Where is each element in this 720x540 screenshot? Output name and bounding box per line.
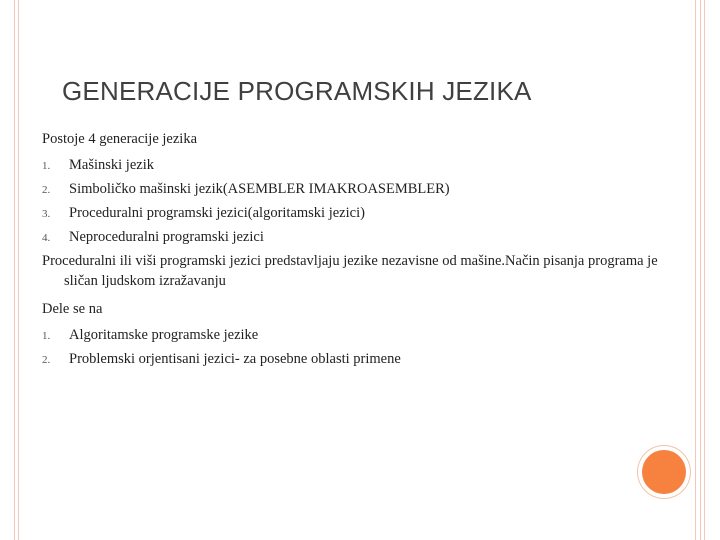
list-text: Simboličko mašinski jezik(ASEMBLER IMAKROASEMBLER)	[69, 181, 450, 197]
list-text: Algoritamske programske jezike	[69, 327, 259, 343]
divided-intro-text: Dele se na	[42, 301, 103, 317]
list-item-generation-3	[42, 203, 662, 223]
slide-content	[42, 129, 662, 373]
slide-title: GENERACIJE PROGRAMSKIH JEZIKA	[62, 76, 532, 106]
left-decorative-line	[14, 0, 15, 540]
list-number: 4.	[42, 232, 51, 244]
procedural-paragraph: Proceduralni ili viši programski jezici predstavljaju jezike nezavisne od mašine.Način pisanja programa je sličan ljudskom izražavanju	[42, 253, 658, 289]
list-number: 1.	[42, 330, 51, 342]
list-text: Neproceduralni programski jezici	[69, 229, 264, 245]
list-item-generation-4	[42, 227, 662, 247]
list-item-generation-2	[42, 179, 662, 199]
list-number: 2.	[42, 354, 51, 366]
orange-circle-decoration	[642, 450, 686, 494]
list-text: Proceduralni programski jezici(algoritamski jezici)	[69, 205, 365, 221]
intro-text: Postoje 4 generacije jezika	[42, 131, 198, 147]
list-text: Mašinski jezik	[69, 157, 154, 173]
list-item-generation-1	[42, 155, 662, 175]
list-number: 1.	[42, 160, 51, 172]
list-number: 3.	[42, 208, 51, 220]
list-item-division-1	[42, 325, 662, 345]
right-decorative-line	[700, 0, 701, 540]
list-text: Problemski orjentisani jezici- za posebne oblasti primene	[69, 351, 401, 367]
list-number: 2.	[42, 184, 51, 196]
list-item-division-2	[42, 349, 662, 369]
right-decorative-line-outer	[704, 0, 705, 540]
